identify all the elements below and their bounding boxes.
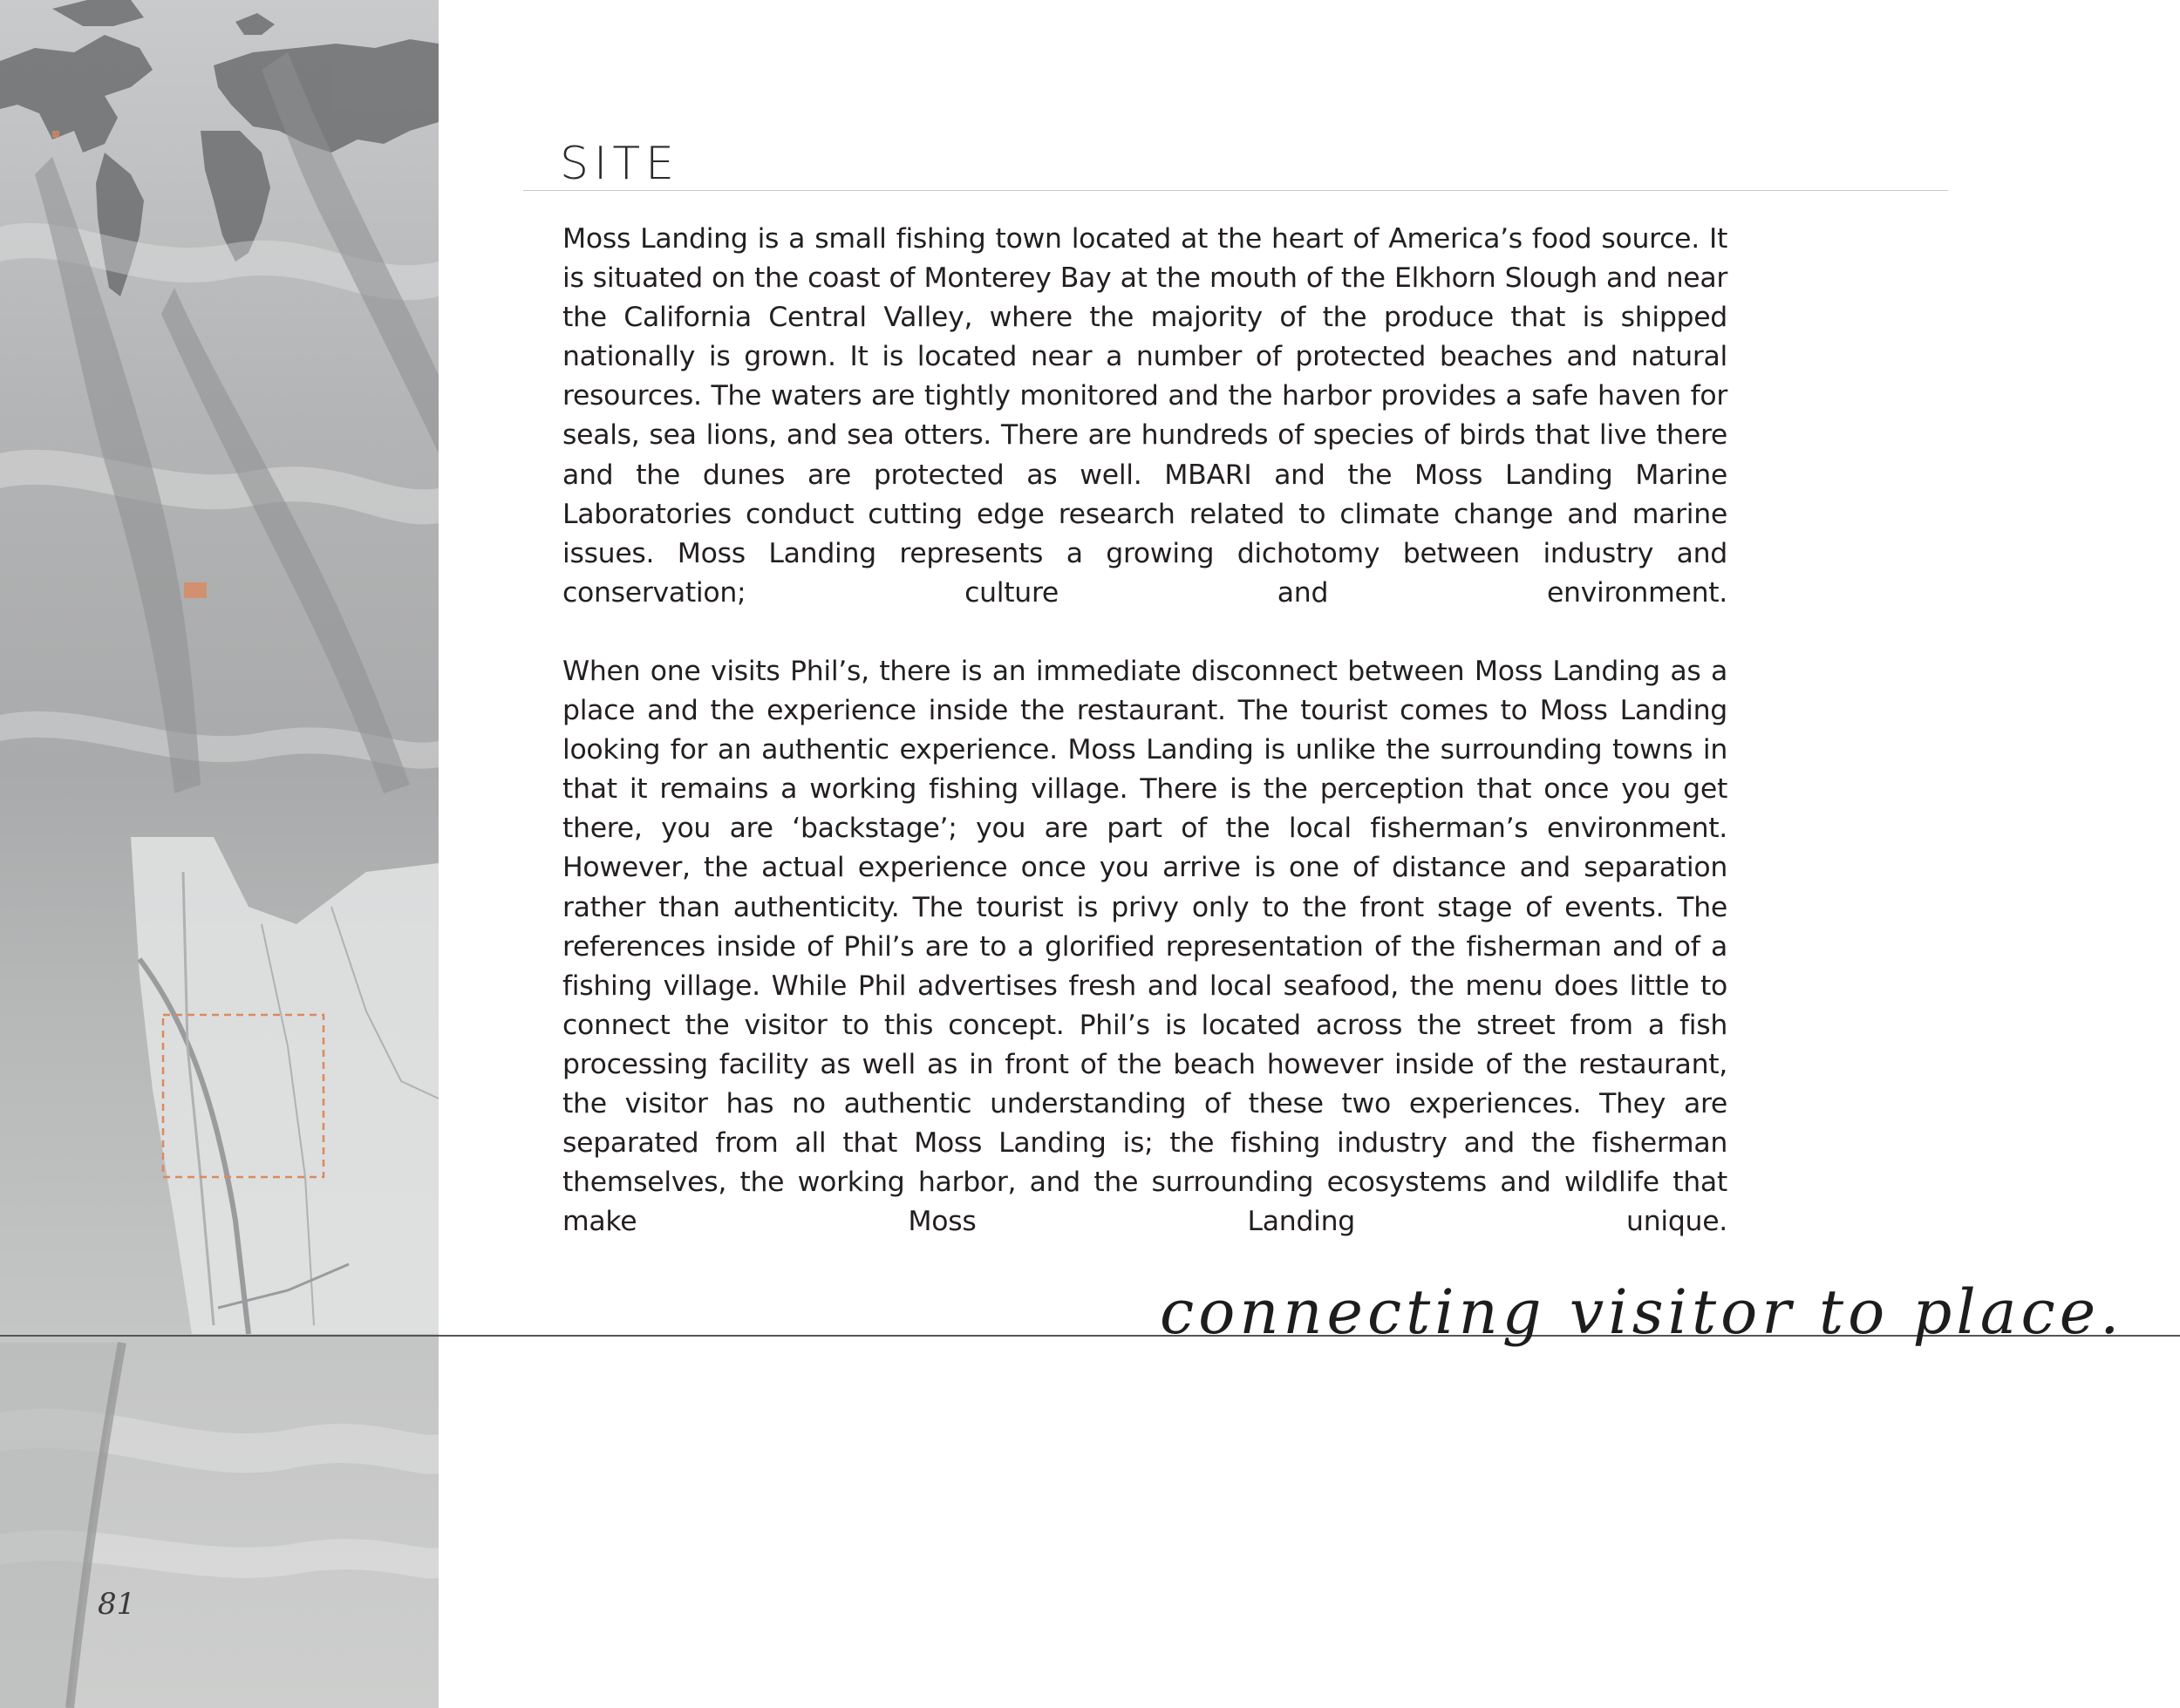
paragraph-1: Moss Landing is a small fishing town located at the heart of America’s food source. It is situated on the coast of Monterey Bay at the mouth of the Elkhorn Slough and near the California Central Valley, where the majority of the produce that is shipped nationally is grown. It is located near a number of protected beaches and natural resources. The waters are tightly monitored and the harbor provides a safe haven for seals, sea lions, and sea otters. There are hundreds of species of birds that live there and the dunes are protected as well. MBARI and the Moss Landing Marine Laboratories conduct cutting edge research related to climate change and marine issues. Moss Landing represents a growing dichotomy between industry and conservation; culture and environment. [562, 223, 1727, 609]
location-marker [184, 582, 207, 598]
aerial-coast [0, 1343, 122, 1708]
section-title: SITE [560, 138, 679, 190]
tagline: connecting visitor to place. [1160, 1276, 2124, 1348]
collage-artwork [0, 0, 439, 1708]
body-text [562, 220, 1727, 1281]
small-marker [52, 131, 59, 138]
site-collage-image [0, 0, 439, 1708]
page-number: 81 [98, 1587, 136, 1622]
street-map-overlay [131, 837, 439, 1334]
paragraph-2: When one visits Phil’s, there is an immediate disconnect between Moss Landing as a place and the experience inside the restaurant. The tourist comes to Moss Landing looking for an authentic experience. Moss Landing is unlike the surrounding towns in that it remains a working fishing village. There is the perception that once you get there, you are ‘backstage’; you are part of the local fisherman’s environment. However, the actual experience once you arrive is one of distance and separation rather than authenticity. The tourist is privy only to the front stage of events. The references inside of Phil’s are to a glorified representation of the fisherman and of a fishing village. While Phil advertises fresh and local seafood, the menu does little to connect the visitor to this concept. Phil’s is located across the street from a fish processing facility as well as in front of the beach however inside of the restaurant, the visitor has no authentic understanding of these two experiences. They are separated from all that Moss Landing is; the fishing industry and the fisherman themselves, the working harbor, and the surrounding ecosystems and wildlife that make Moss Landing unique. [562, 655, 1727, 1238]
title-divider [523, 190, 1948, 191]
